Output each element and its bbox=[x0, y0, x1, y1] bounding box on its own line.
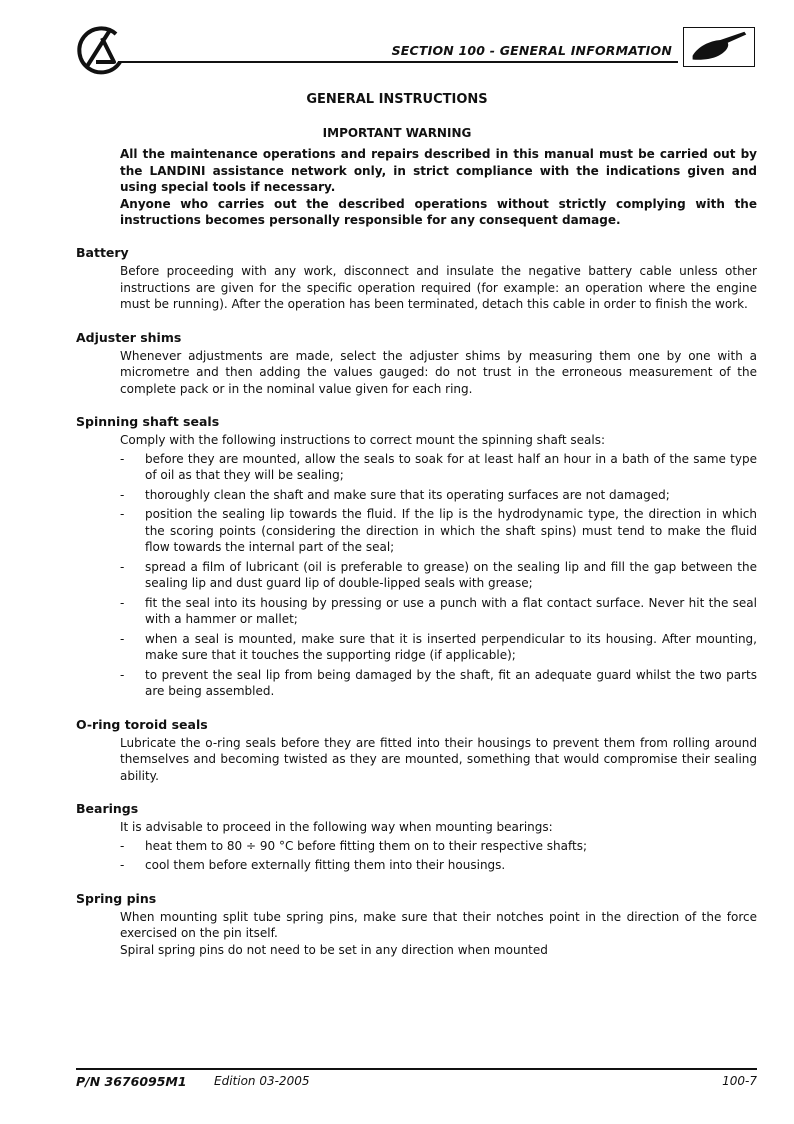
section-text: When mounting split tube spring pins, make sure that their notches point in the direction of the force exercised on the pin itself. bbox=[120, 909, 757, 940]
pointing-hand-box bbox=[683, 27, 755, 67]
warning-paragraph-2: Anyone who carries out the described operations without strictly complying with the instructions becomes personally responsible for any consequent damage. bbox=[120, 196, 757, 227]
list-item bbox=[120, 667, 757, 700]
list-item bbox=[120, 506, 757, 556]
section-text: Comply with the following instructions to correct mount the spinning shaft seals: bbox=[120, 433, 606, 447]
list-item-text: heat them to 80 ÷ 90 °C before fitting them on to their respective shafts; bbox=[145, 838, 587, 853]
list-marker: - bbox=[120, 487, 125, 502]
page-number: 100-7 bbox=[722, 1074, 757, 1088]
list-marker: - bbox=[120, 451, 125, 466]
list-marker: - bbox=[120, 667, 125, 682]
landini-logo-icon bbox=[76, 24, 132, 76]
section-spring-pins bbox=[76, 891, 757, 959]
list-marker: - bbox=[120, 559, 125, 574]
section-text: Whenever adjustments are made, select the adjuster shims by measuring them one by one with a micrometre and then adding the values gauged: do not trust in the erroneous measurement of the complete pack or in the nominal value given for each ring. bbox=[120, 348, 757, 396]
section-heading: Adjuster shims bbox=[76, 329, 182, 345]
list-item-text: fit the seal into its housing by pressing or use a punch with a flat contact surface. Never hit the seal with a hammer or mallet; bbox=[145, 595, 757, 626]
list-item bbox=[120, 451, 757, 484]
section-heading: Spring pins bbox=[76, 890, 157, 906]
pointing-hand-icon bbox=[684, 28, 753, 65]
list-item bbox=[120, 487, 757, 504]
section-heading: Spinning shaft seals bbox=[76, 414, 220, 429]
list-item-text: position the sealing lip towards the fluid. If the lip is the hydrodynamic type, the direction in which the scoring points (considering the direction in which the shaft spins) must tend to make the fluid flow towards the internal part of the seal; bbox=[145, 507, 757, 554]
section-text: Lubricate the o-ring seals before they are fitted into their housings to prevent them from rolling around themselves and becoming twisted as they are mounted, something that would compromise their sealing ability. bbox=[120, 735, 757, 783]
list-item bbox=[120, 595, 757, 628]
list-marker: - bbox=[120, 631, 125, 646]
list-marker: - bbox=[120, 595, 125, 610]
header-rule bbox=[118, 61, 678, 63]
warning-body bbox=[120, 146, 757, 229]
list-item-text: thoroughly clean the shaft and make sure that its operating surfaces are not damaged; bbox=[145, 487, 670, 502]
part-number: P/N 3676095M1 bbox=[76, 1074, 187, 1089]
list-item bbox=[120, 857, 757, 874]
list-item-text: spread a film of lubricant (oil is preferable to grease) on the sealing lip and fill the gap between the sealing lip and dust guard lip of double-lipped seals with grease; bbox=[145, 559, 757, 590]
section-bearings bbox=[76, 801, 757, 874]
instructions-content bbox=[76, 245, 757, 975]
section-heading: Bearings bbox=[76, 801, 139, 816]
warning-title: IMPORTANT WARNING bbox=[322, 126, 472, 140]
list-item-text: to prevent the seal lip from being damaged by the shaft, fit an adequate guard whilst the two parts are being assembled. bbox=[145, 667, 757, 698]
page-title: GENERAL INSTRUCTIONS bbox=[306, 92, 488, 107]
list-item-text: cool them before externally fitting them into their housings. bbox=[145, 858, 506, 872]
list-item bbox=[120, 631, 757, 664]
list-marker: - bbox=[120, 858, 125, 872]
section-battery bbox=[76, 245, 757, 313]
bearing-instructions-list bbox=[120, 838, 757, 874]
list-marker: - bbox=[120, 838, 125, 853]
section-o-ring-seals bbox=[76, 717, 757, 785]
warning-paragraph-1: All the maintenance operations and repairs described in this manual must be carried out by the LANDINI assistance network only, in strict compliance with the indications given and using special tools if necessary. bbox=[120, 147, 757, 194]
list-item bbox=[120, 559, 757, 592]
section-text: Before proceeding with any work, disconnect and insulate the negative battery cable unless other instructions are given for the specific operation required (for example: an operation where the engine must be running). After the operation has been terminated, detach this cable in order to finish the work. bbox=[120, 264, 757, 311]
footer-rule bbox=[76, 1068, 757, 1070]
seal-instructions-list bbox=[120, 451, 757, 700]
section-adjuster-shims bbox=[76, 330, 757, 398]
section-title: SECTION 100 - GENERAL INFORMATION bbox=[391, 43, 672, 58]
list-item bbox=[120, 838, 757, 855]
section-text: It is advisable to proceed in the following way when mounting bearings: bbox=[120, 820, 553, 834]
edition: Edition 03-2005 bbox=[214, 1074, 310, 1088]
section-spinning-shaft-seals bbox=[76, 414, 757, 700]
section-text: Spiral spring pins do not need to be set in any direction when mounted bbox=[120, 942, 548, 957]
list-marker: - bbox=[120, 507, 125, 521]
section-heading: O-ring toroid seals bbox=[76, 716, 208, 732]
section-heading: Battery bbox=[76, 245, 129, 260]
list-item-text: before they are mounted, allow the seals to soak for at least half an hour in a bath of the same type of oil as that they will be sealing; bbox=[145, 451, 757, 482]
list-item-text: when a seal is mounted, make sure that it is inserted perpendicular to its housing. After mounting, make sure that it touches the supporting ridge (if applicable); bbox=[145, 631, 757, 662]
